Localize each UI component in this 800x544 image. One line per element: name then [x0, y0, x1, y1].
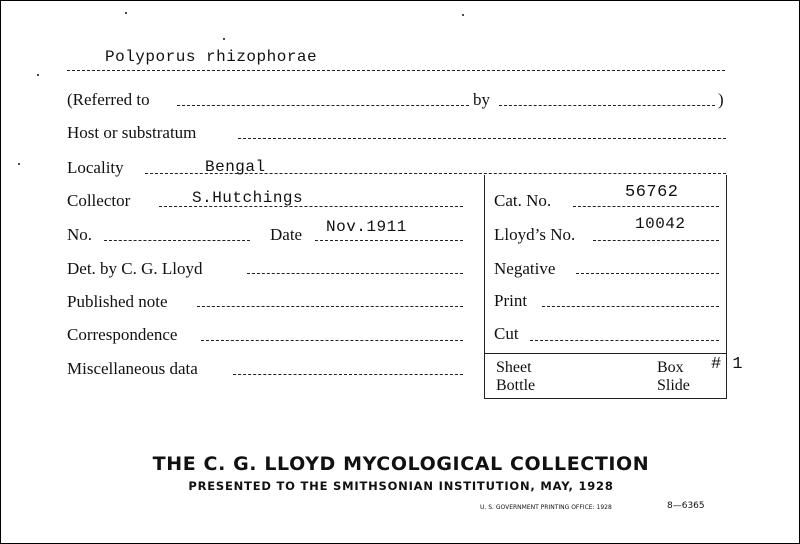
speck-mark — [462, 14, 464, 16]
negative-line — [576, 273, 719, 274]
host-label: Host or substratum — [67, 123, 197, 142]
miscellaneous-label: Miscellaneous data — [67, 359, 198, 378]
referred-to-line — [177, 105, 469, 106]
cat-no-value: 56762 — [625, 183, 679, 202]
host-line — [238, 138, 726, 139]
cut-line — [530, 340, 719, 341]
published-note-line — [197, 306, 463, 307]
species-line — [67, 70, 725, 71]
printer-note: U. S. GOVERNMENT PRINTING OFFICE: 1928 — [480, 504, 612, 511]
by-line — [499, 105, 715, 106]
sheet-label: Sheet — [496, 359, 532, 376]
locality-label: Locality — [67, 158, 124, 177]
date-line — [315, 240, 463, 241]
det-by-label: Det. by C. G. Lloyd — [67, 259, 203, 278]
speck-mark — [125, 12, 127, 14]
collector-line — [159, 206, 463, 207]
speck-mark — [18, 163, 20, 165]
miscellaneous-line — [233, 374, 463, 375]
box-bottom-border — [484, 398, 727, 399]
collector-value: S.Hutchings — [192, 189, 304, 207]
negative-label: Negative — [494, 259, 556, 278]
slide-label: Slide — [657, 377, 690, 394]
speck-mark — [223, 38, 225, 40]
box-divider — [484, 353, 727, 354]
date-label: Date — [270, 225, 303, 244]
print-label: Print — [494, 291, 528, 310]
locality-line — [145, 173, 726, 174]
box-label: Box — [657, 359, 684, 376]
box-number-value: # 1 — [711, 355, 744, 374]
close-paren: ) — [718, 90, 724, 109]
box-left-border — [484, 175, 485, 399]
lloyds-no-value: 10042 — [635, 215, 686, 233]
species-name: Polyporus rhizophorae — [105, 48, 318, 66]
locality-value: Bengal — [205, 158, 266, 176]
lloyds-no-label: Lloyd’s No. — [494, 225, 576, 244]
lloyds-no-line — [593, 240, 719, 241]
cut-label: Cut — [494, 324, 519, 343]
cat-no-line — [573, 206, 719, 207]
bottle-label: Bottle — [496, 377, 536, 394]
cat-no-label: Cat. No. — [494, 191, 552, 210]
no-line — [104, 240, 250, 241]
date-value: Nov.1911 — [326, 218, 407, 236]
referred-to-label: (Referred to — [67, 90, 150, 109]
published-note-label: Published note — [67, 292, 168, 311]
collector-label: Collector — [67, 191, 131, 210]
no-label: No. — [67, 225, 93, 244]
speck-mark — [37, 74, 39, 76]
collection-subtitle: PRESENTED TO THE SMITHSONIAN INSTITUTION, MAY, 1928 — [188, 479, 614, 493]
form-number: 8—6365 — [667, 501, 705, 511]
print-line — [542, 306, 719, 307]
by-label: by — [473, 90, 490, 109]
correspondence-line — [201, 340, 463, 341]
det-by-line — [247, 273, 463, 274]
correspondence-label: Correspondence — [67, 325, 178, 344]
collection-title: THE C. G. LLOYD MYCOLOGICAL COLLECTION — [152, 453, 650, 475]
